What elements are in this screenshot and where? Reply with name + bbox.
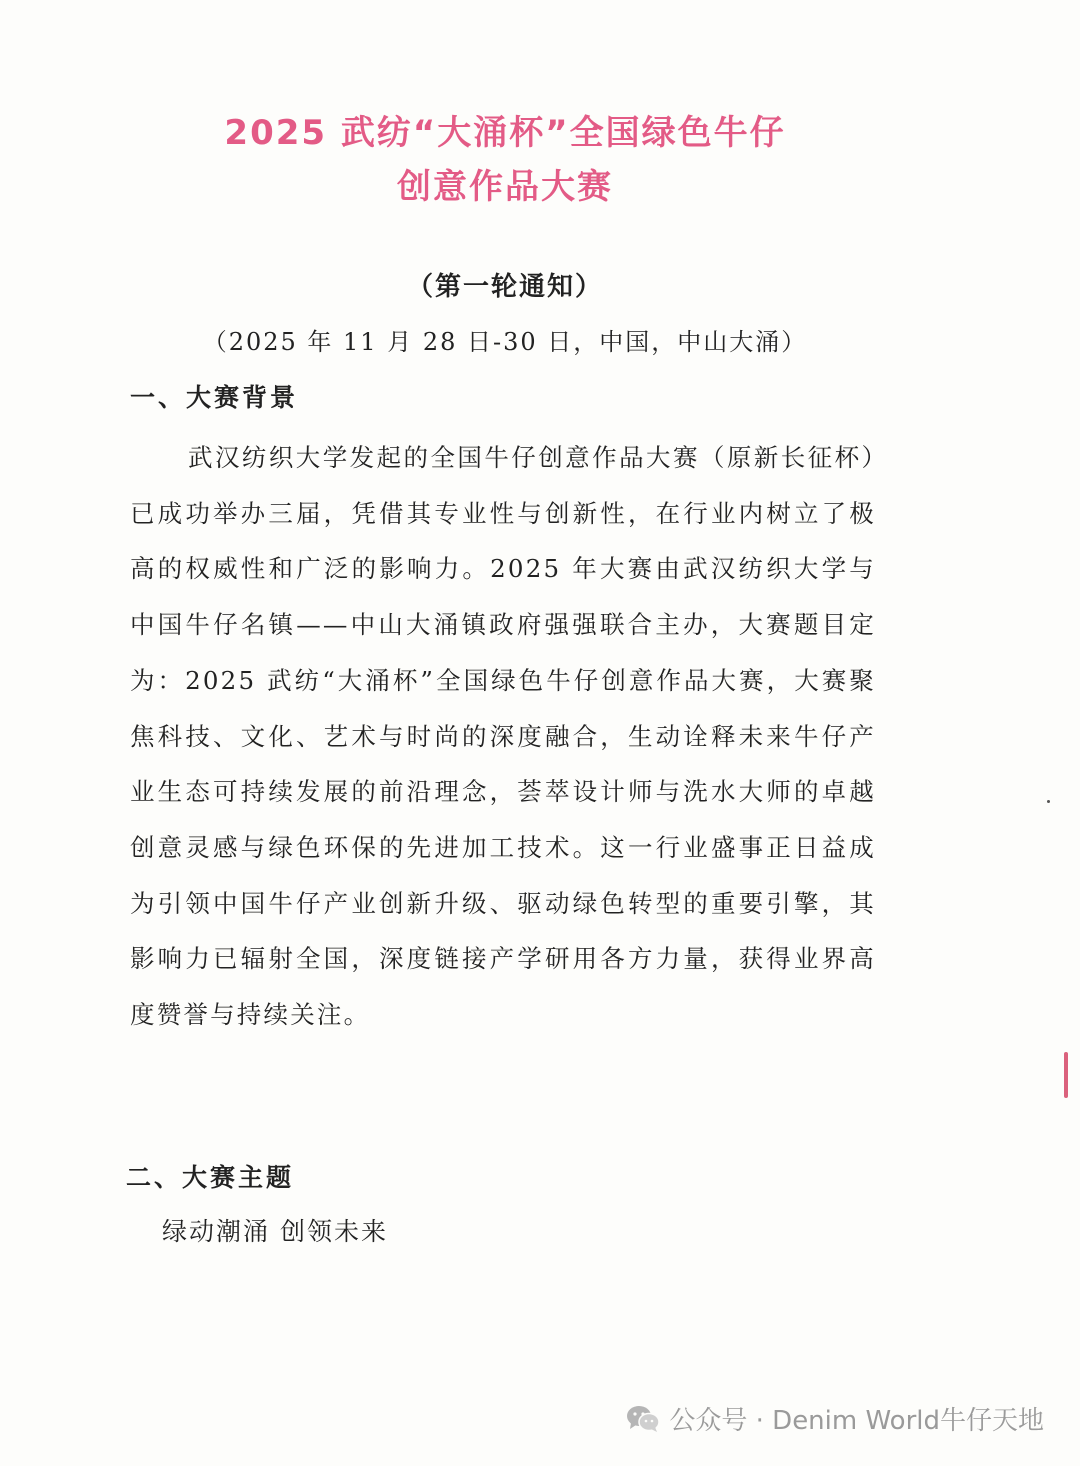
section-heading-theme: 二、大赛主题 bbox=[126, 1163, 295, 1192]
wechat-icon bbox=[625, 1404, 661, 1434]
notice-label: （第一轮通知） bbox=[406, 272, 603, 302]
section-body-background: 武汉纺织大学发起的全国牛仔创意作品大赛（原新长征杯）已成功举办三届，凭借其专业性与创新性，在行业内树立了极高的权威性和广泛的影响力。2025 年大赛由武汉纺织大学与中国牛仔名镇——中山大涌镇政府强强联合主办，大赛题目定为：2025 武纺“大涌杯”全国绿色牛仔创意作品大赛，大赛聚焦科技、文化、艺术与时尚的深度融合，生动诠释未来牛仔产业生态可持续发展的前沿理念，荟萃设计师与洗水大师的卓越创意灵感与绿色环保的先进加工技术。这一行业盛事正日益成为引领中国牛仔产业创新升级、驱动绿色转型的重要引擎，其影响力已辐射全国，深度链接产学研用各方力量，获得业界高度赞誉与持续关注。 bbox=[130, 443, 876, 1030]
event-dateline: （2025 年 11 月 28 日-30 日，中国，中山大涌） bbox=[202, 328, 808, 356]
document-title-line-2: 创意作品大赛 bbox=[397, 167, 613, 207]
document-title-line-1: 2025 武纺“大涌杯”全国绿色牛仔 bbox=[224, 113, 786, 153]
section-heading-background: 一、大赛背景 bbox=[130, 383, 299, 412]
scan-speck bbox=[1047, 800, 1050, 803]
wechat-footer bbox=[625, 1400, 1044, 1437]
footer-text: 公众号 · Denim World牛仔天地 bbox=[669, 1406, 1044, 1436]
section-body-theme: 绿动潮涌 创领未来 bbox=[162, 1217, 388, 1246]
scan-edge-mark bbox=[1064, 1052, 1068, 1098]
